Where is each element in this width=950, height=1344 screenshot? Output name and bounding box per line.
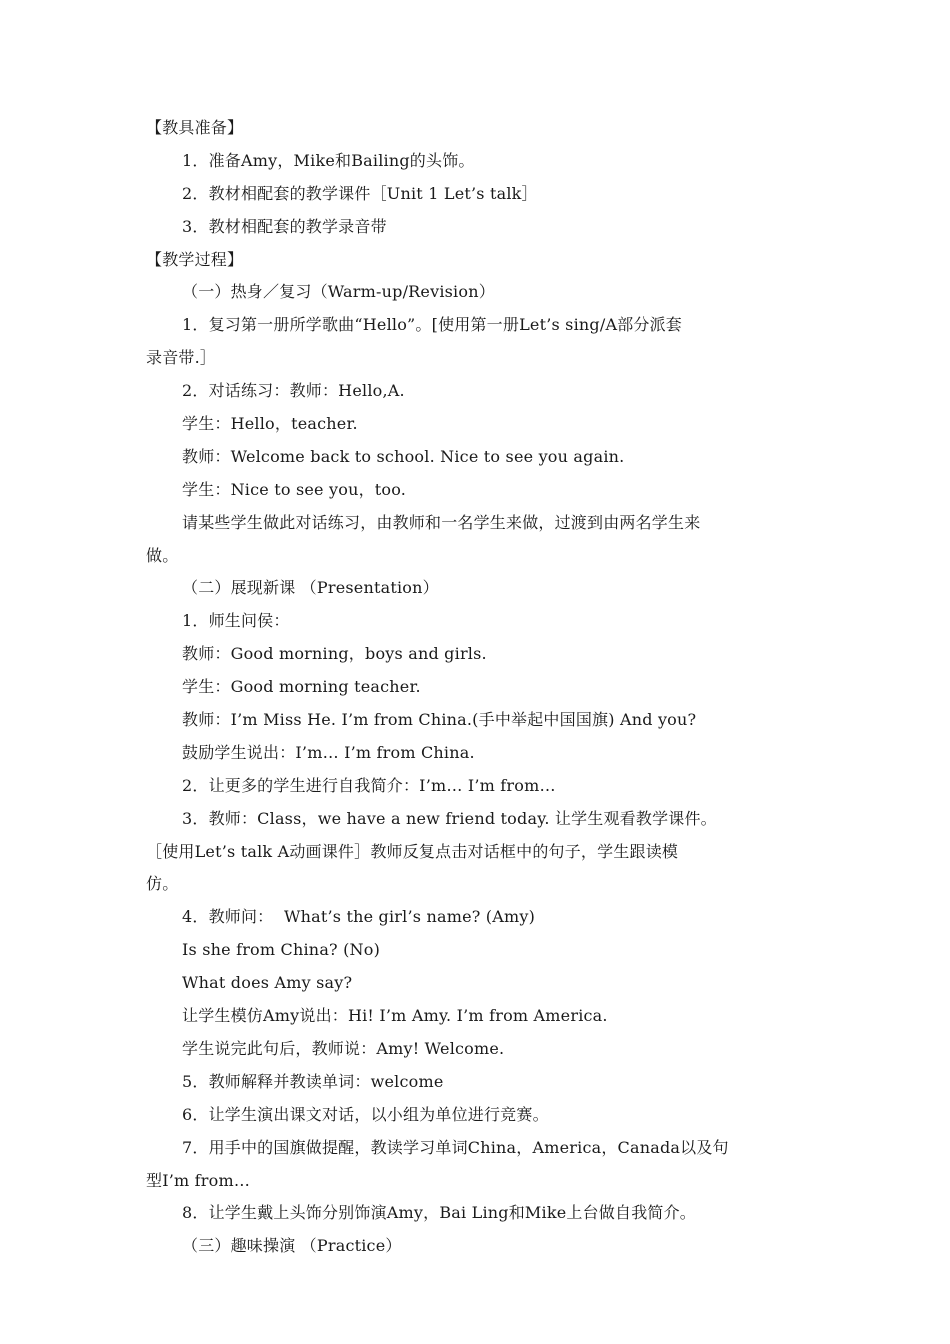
text-line: 1．复习第一册所学歌曲“Hello”。[使用第一册Let’s sing/A部分派套 <box>182 315 682 335</box>
text-line: （三）趣味操演 （Practice） <box>182 1236 402 1256</box>
text-line: 学生：Good morning teacher. <box>182 677 421 697</box>
text-line: 鼓励学生说出：I’m… I’m from China. <box>182 742 475 762</box>
text-line: 7．用手中的国旗做提醒，教读学习单词China，America，Canada以及句 <box>182 1137 729 1157</box>
text-line-flush: ［使用Let’s talk A动画课件］教师反复点击对话框中的句子，学生跟读模 <box>146 841 679 861</box>
text-line: （二）展现新课 （Presentation） <box>182 578 439 598</box>
text-line: 1．师生问侯： <box>182 611 290 631</box>
text-line-flush: 仿。 <box>146 874 179 894</box>
text-line: What does Amy say? <box>182 973 353 993</box>
text-line: 教师：Good morning，boys and girls. <box>182 644 487 664</box>
text-line: 学生：Nice to see you，too. <box>182 479 407 499</box>
text-line: 6．让学生演出课文对话，以小组为单位进行竞赛。 <box>182 1104 549 1124</box>
text-line: 2．让更多的学生进行自我简介：I’m… I’m from… <box>182 775 556 795</box>
text-line: 3．教师：Class，we have a new friend today. 让学生观看教学课件。 <box>182 808 717 828</box>
text-line-flush: 录音带.］ <box>146 348 217 368</box>
text-line: 2．对话练习：教师：Hello,A. <box>182 381 405 401</box>
text-line: 教师：Welcome back to school. Nice to see you again. <box>182 446 625 466</box>
text-line: 4．教师问： What’s the girl’s name? (Amy) <box>182 907 536 927</box>
text-line: Is she from China? (No) <box>182 940 381 960</box>
text-line: 学生说完此句后，教师说：Amy! Welcome. <box>182 1038 505 1058</box>
text-line-flush: 【教具准备】 <box>146 118 244 137</box>
text-line: 3．教材相配套的教学录音带 <box>182 216 387 236</box>
text-line-flush: 做。 <box>146 545 179 565</box>
text-line-flush: 型I’m from… <box>146 1170 251 1190</box>
text-line-flush: 【教学过程】 <box>146 249 244 269</box>
text-line: 2．教材相配套的教学课件［Unit 1 Let’s talk］ <box>182 183 538 203</box>
text-line: 5．教师解释并教读单词：welcome <box>182 1071 444 1091</box>
text-line: 8．让学生戴上头饰分别饰演Amy，Bai Ling和Mike上台做自我简介。 <box>182 1203 696 1223</box>
text-line: （一）热身／复习（Warm-up/Revision） <box>182 282 495 302</box>
text-line: 让学生模仿Amy说出：Hi! I’m Amy. I’m from America. <box>182 1006 608 1026</box>
text-line: 请某些学生做此对话练习，由教师和一名学生来做，过渡到由两名学生来 <box>182 512 701 532</box>
lesson-plan-body <box>146 112 806 1263</box>
text-line: 教师：I’m Miss He. I’m from China.(手中举起中国国旗) And you? <box>182 710 697 730</box>
text-line: 1．准备Amy，Mike和Bailing的头饰。 <box>182 150 475 170</box>
text-line: 学生：Hello，teacher. <box>182 414 358 434</box>
